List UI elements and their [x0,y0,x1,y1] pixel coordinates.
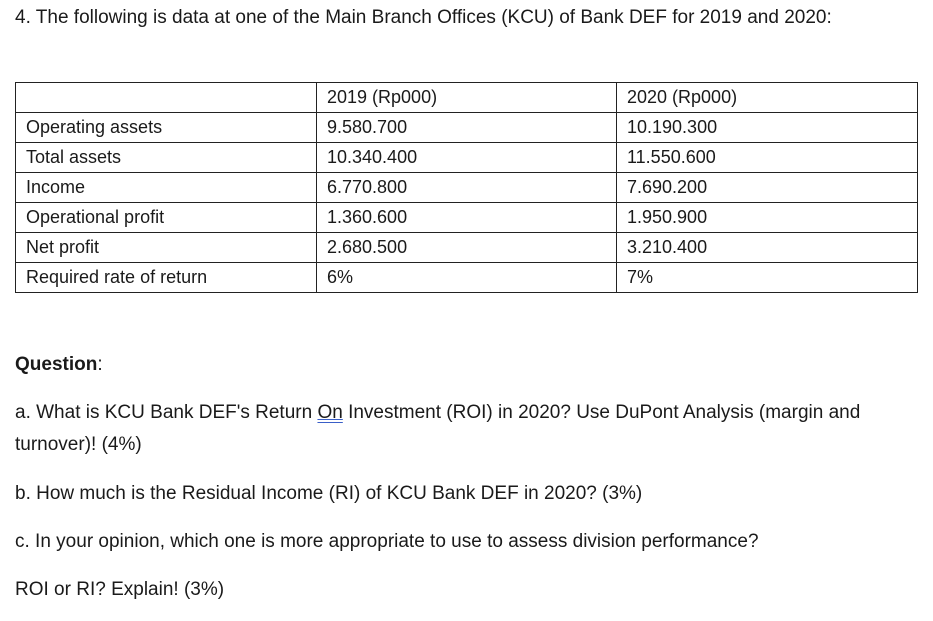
table-row [16,173,918,203]
question-heading-label: Question [15,354,98,375]
row-label: Total assets [16,143,317,173]
value-2019: 6.770.800 [317,173,617,203]
row-label: Operating assets [16,113,317,143]
value-2020: 1.950.900 [617,203,918,233]
value-2019: 6% [317,263,617,293]
row-label: Operational profit [16,203,317,233]
value-2020: 7% [617,263,918,293]
table-row [16,233,918,263]
question-c-line2: ROI or RI? Explain! (3%) [15,579,225,600]
question-a-suffix: Investment (ROI) in 2020? Use DuPont Analysis (margin and turnover)! (4%) [15,402,861,455]
value-2019: 10.340.400 [317,143,617,173]
question-b: b. How much is the Residual Income (RI) of KCU Bank DEF in 2020? (3%) [15,483,643,504]
row-label: Net profit [16,233,317,263]
question-a [15,397,920,461]
question-heading-colon: : [97,354,103,375]
question-a-underlined-word: On [317,402,343,423]
branch-data-table [15,82,918,293]
question-c-line1: c. In your opinion, which one is more appropriate to use to assess division performance? [15,531,759,552]
question-a-prefix: a. What is KCU Bank DEF's Return [15,402,318,423]
table-row [16,263,918,293]
row-label: Required rate of return [16,263,317,293]
value-2020: 10.190.300 [617,113,918,143]
value-2019: 9.580.700 [317,113,617,143]
value-2019: 2.680.500 [317,233,617,263]
question-heading [15,350,103,380]
intro-paragraph: 4. The following is data at one of the Main Branch Offices (KCU) of Bank DEF for 2019 and 2020: [15,7,832,28]
value-2019: 1.360.600 [317,203,617,233]
table-row [16,143,918,173]
table-row [16,203,918,233]
header-cell-2019: 2019 (Rp000) [317,83,617,113]
table-row [16,113,918,143]
value-2020: 7.690.200 [617,173,918,203]
value-2020: 11.550.600 [617,143,918,173]
header-cell-2020: 2020 (Rp000) [617,83,918,113]
table-header-row [16,83,918,113]
header-cell-empty [16,83,317,113]
value-2020: 3.210.400 [617,233,918,263]
row-label: Income [16,173,317,203]
